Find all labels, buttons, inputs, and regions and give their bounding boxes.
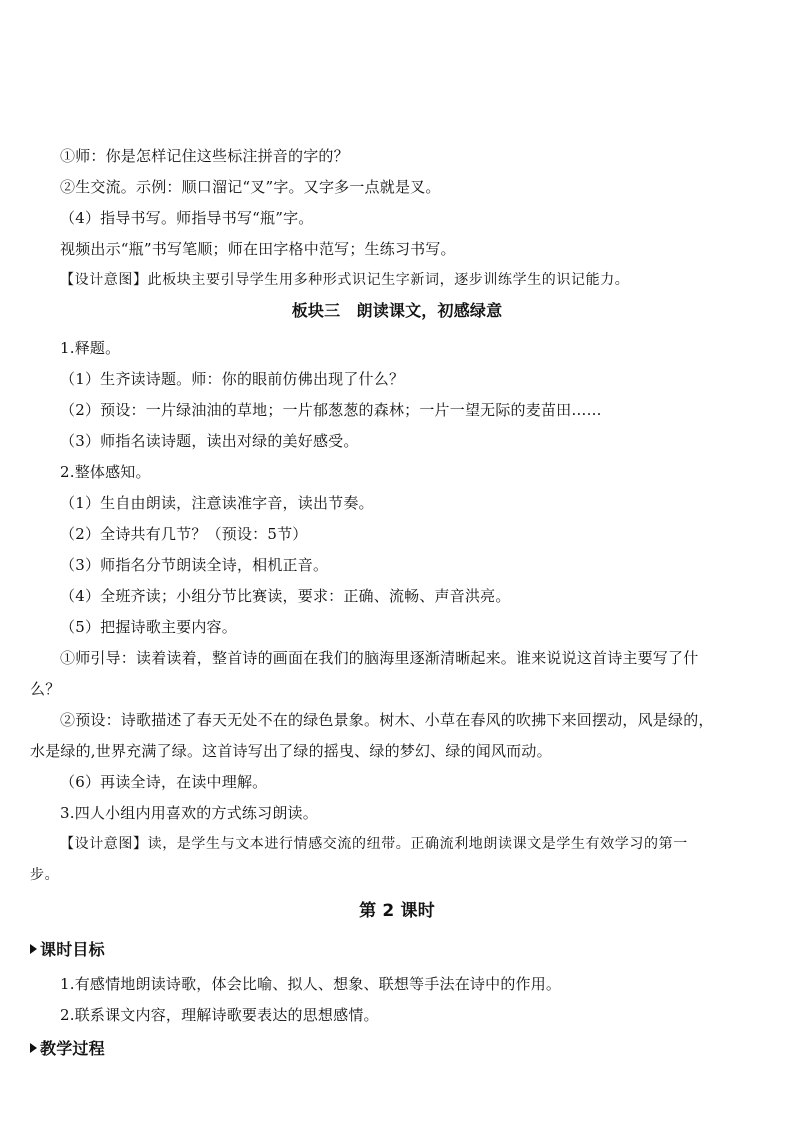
triangle-bullet-icon [30,1043,37,1053]
text-line: ①师：你是怎样记住这些标注拼音的字的？ [60,147,349,165]
text-line: ②预设：诗歌描述了春天无处不在的绿色景象。树木、小草在春风的吹拂下来回摆动，风是绿的， [60,711,714,729]
text-line: 1.释题。 [60,339,121,357]
lesson-heading: 第 2 课时 [359,901,435,921]
design-intent-note: 【设计意图】读，是学生与文本进行情感交流的纽带。正确流利地朗读课文是学生有效学习的第一 [60,836,688,852]
text-line: ②生交流。示例：顺口溜记“叉”字。又字多一点就是叉。 [60,178,441,196]
text-line: 3.四人小组内用喜欢的方式练习朗读。 [60,804,318,822]
text-line: 2.联系课文内容，理解诗歌要表达的思想感情。 [60,1006,379,1024]
text-line: （5）把握诗歌主要内容。 [60,618,237,636]
text-line: （3）师指名分节朗读全诗，相机正音。 [60,556,329,574]
text-line: 视频出示“瓶”书写笔顺；师在田字格中范写；生练习书写。 [60,240,456,258]
text-line: 1.有感情地朗读诗歌，体会比喻、拟人、想象、联想等手法在诗中的作用。 [60,975,562,993]
text-line: （2）预设：一片绿油油的草地；一片郁葱葱的森林；一片一望无际的麦苗田…… [60,401,602,419]
text-line: （1）生齐读诗题。师：你的眼前仿佛出现了什么？ [60,370,405,388]
text-line: （4）全班齐读；小组分节比赛读，要求：正确、流畅、声音洪亮。 [60,587,511,605]
text-line: ①师引导：读着读着，整首诗的画面在我们的脑海里逐渐清晰起来。谁来说说这首诗主要写了什 [60,649,699,667]
subsection-heading-goals: 课时目标 [30,940,105,960]
text-line: （1）生自由朗读，注意读准字音，读出节奏。 [60,494,374,512]
design-intent-note: 【设计意图】此板块主要引导学生用多种形式识记生字新词，逐步训练学生的识记能力。 [60,272,630,288]
subsection-heading-process: 教学过程 [30,1039,105,1059]
text-line: 么？ [30,680,61,698]
text-line: （4）指导书写。师指导书写“瓶”字。 [60,209,314,227]
text-line: （6）再读全诗，在读中理解。 [60,773,268,791]
triangle-bullet-icon [30,944,37,954]
text-line: 水是绿的,世界充满了绿。这首诗写出了绿的摇曳、绿的梦幻、绿的闻风而动。 [30,742,552,760]
section-heading: 板块三 朗读课文，初感绿意 [291,301,503,320]
design-intent-note: 步。 [30,867,60,883]
text-line: （3）师指名读诗题，读出对绿的美好感受。 [60,432,359,450]
text-line: （2）全诗共有几节？（预设：5节） [60,525,308,543]
text-line: 2.整体感知。 [60,463,151,481]
